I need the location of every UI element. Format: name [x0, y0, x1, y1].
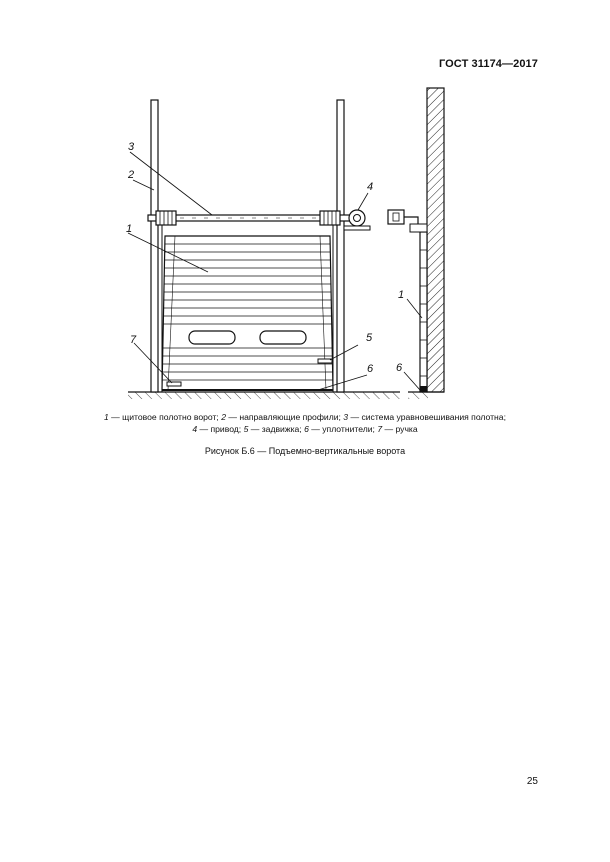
callout-1: 1	[126, 223, 133, 235]
callout-3: 3	[128, 141, 135, 153]
handle	[167, 382, 181, 386]
side-section	[388, 88, 444, 399]
legend-line-2: 4 — привод; 5 — задвижка; 6 — уплотнители; 7 — ручка	[192, 424, 418, 434]
callout-4: 4	[367, 181, 374, 193]
callout-6: 6	[367, 363, 374, 375]
figure-caption: Рисунок Б.6 — Подъемно-вертикальные ворота	[204, 446, 406, 456]
guide-profile-left	[151, 100, 162, 392]
callout-1-side: 1	[398, 289, 405, 301]
callout-7: 7	[130, 334, 137, 346]
callout-5: 5	[366, 332, 373, 344]
standard-header: ГОСТ 31174—2017	[438, 58, 538, 70]
callout-2: 2	[128, 169, 135, 181]
page-number: 25	[526, 776, 538, 787]
figure-legend	[60, 411, 550, 435]
gate-leaf	[162, 236, 333, 390]
gate-drawing	[0, 0, 610, 410]
ground-front	[128, 392, 400, 399]
guide-profile-right	[333, 100, 344, 392]
legend-line-1: 1 — щитовое полотно ворот; 2 — направляющие профили; 3 — система уравновешивания полотна;	[104, 412, 506, 422]
callout-6-side: 6	[396, 362, 403, 374]
balance-shaft	[148, 211, 358, 225]
